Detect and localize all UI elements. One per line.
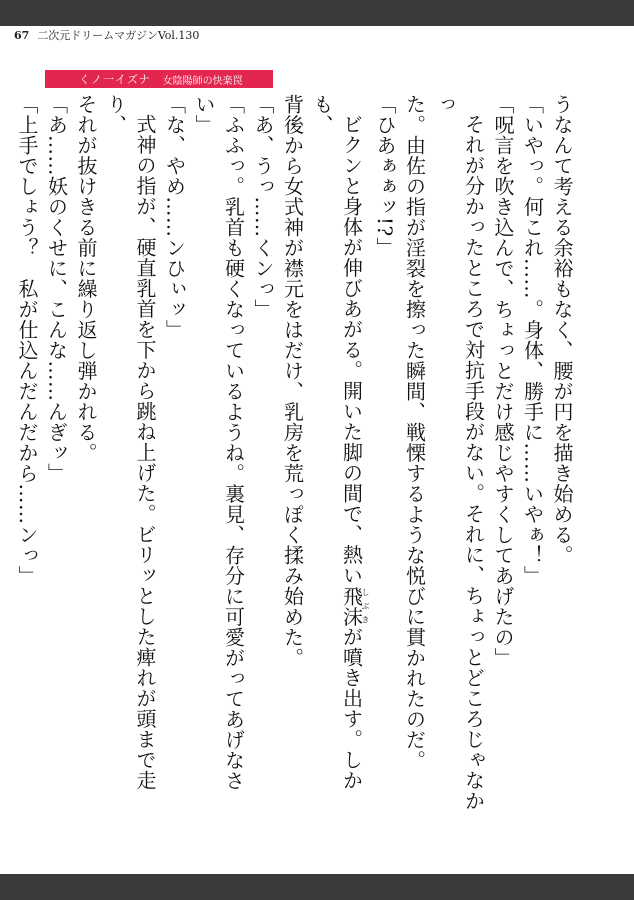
text-line: うなんて考える余裕もなく、腰が円を描き始める。	[550, 94, 574, 566]
text-line: 「な、やめ……ンひぃッ」	[162, 94, 187, 340]
document-page	[0, 26, 634, 874]
text-segment: ビクンと身体が伸びあがる。開いた脚の間で、熱い	[339, 114, 364, 586]
text-line: 「あ……妖のくせに、こんな……んぎッ」	[44, 94, 69, 484]
text-line: 「ふふっ。乳首も硬くなっているようね。裏見、存分に可愛がってあげなさい」	[192, 94, 246, 791]
story-subtitle: 女陰陽師の快楽罠	[162, 75, 243, 87]
ruby-base: 飛沫	[339, 585, 364, 627]
text-line: 「ひあぁぁッ!?」	[373, 94, 397, 258]
page-header	[14, 26, 199, 44]
series-title: くノ一イズナ	[79, 73, 151, 86]
viewer-top-bar	[0, 0, 634, 26]
text-line: それが抜けきる前に繰り返し弾かれる。	[74, 94, 98, 463]
ruby-reading: しぶき	[361, 585, 370, 627]
text-line: 「呪言を吹き込んで、ちょっとだけ感じやすくしてあげたの」	[491, 94, 515, 668]
story-banner	[45, 70, 273, 88]
page-number: 67	[14, 28, 30, 42]
text-line: 背後から女式神が襟元をはだけ、乳房を荒っぽく揉み始めた。	[280, 94, 305, 668]
ruby-word	[339, 585, 370, 627]
text-line	[307, 94, 370, 816]
text-line: た。由佐の指が淫裂を擦った瞬間、戦慄するような悦びに貫かれたのだ。	[402, 94, 427, 771]
magazine-title: 二次元ドリームマガジンVol.130	[37, 29, 200, 42]
viewer-bottom-bar	[0, 874, 634, 900]
vertical-body-text	[15, 94, 576, 816]
text-line: 「上手でしょう？ 私が仕込んだんだから……ンっ」	[15, 94, 39, 586]
text-line: 「あ、うっ……くンっ」	[251, 94, 275, 320]
text-line: 式神の指が、硬直乳首を下から跳ね上げた。ビリッとした痺れが頭まで走り、	[103, 94, 157, 791]
text-line: それが分かったところで対抗手段がない。それに、ちょっとどころじゃなかっ	[432, 94, 486, 811]
text-line: 「いやっ。何これ……。身体、勝手に……いやぁ！」	[520, 94, 545, 586]
text-segment: が噴き出す。しかも、	[310, 94, 364, 791]
